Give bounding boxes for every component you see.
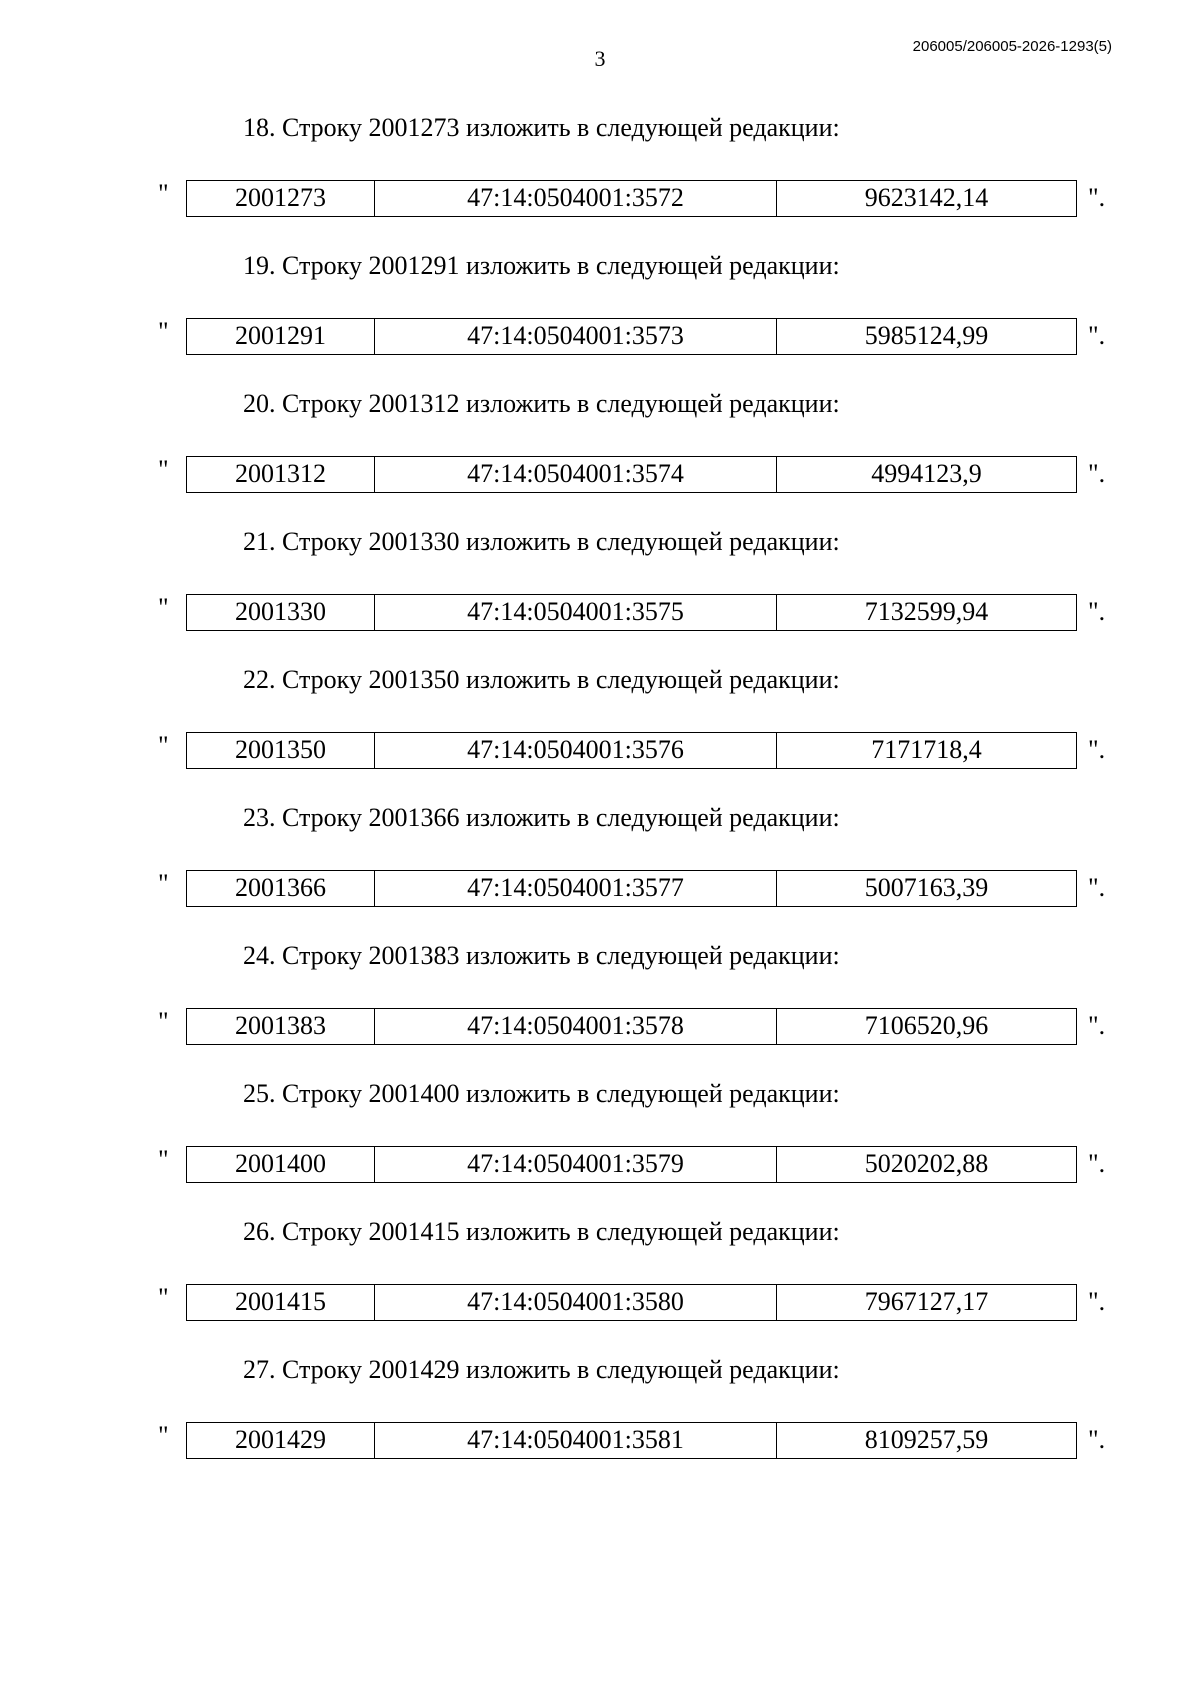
cadastral-number-cell: 47:14:0504001:3574 [374,457,776,492]
closing-quote: ". [1088,183,1106,212]
closing-quote: ". [1088,1011,1106,1040]
amendment-instruction: 26. Строку 2001415 изложить в следующей редакции: [243,1217,840,1246]
table-row [186,180,1077,217]
closing-quote: ". [1088,597,1106,626]
row-code-cell: 2001291 [235,321,326,350]
cadastral-value-cell: 8109257,59 [776,1423,1076,1458]
cadastral-value-cell: 7967127,17 [776,1285,1076,1320]
opening-quote: " [158,1421,169,1450]
cadastral-number-cell: 47:14:0504001:3581 [374,1423,776,1458]
row-code-cell: 2001429 [235,1425,326,1454]
cadastral-number-cell: 47:14:0504001:3573 [374,319,776,354]
opening-quote: " [158,179,169,208]
amendment-instruction: 18. Строку 2001273 изложить в следующей редакции: [243,113,840,142]
amendment-entry [0,112,1200,250]
amendment-list [0,112,1200,1492]
opening-quote: " [158,455,169,484]
table-row [186,1146,1077,1183]
opening-quote: " [158,731,169,760]
amendment-entry [0,388,1200,526]
cadastral-number-cell: 47:14:0504001:3575 [374,595,776,630]
cadastral-value-cell: 5020202,88 [776,1147,1076,1182]
amendment-instruction: 24. Строку 2001383 изложить в следующей редакции: [243,941,840,970]
row-code-cell: 2001312 [235,459,326,488]
table-row [186,1422,1077,1459]
row-code-cell: 2001415 [235,1287,326,1316]
cadastral-number-cell: 47:14:0504001:3578 [374,1009,776,1044]
amendment-instruction: 21. Строку 2001330 изложить в следующей редакции: [243,527,840,556]
cadastral-value-cell: 7106520,96 [776,1009,1076,1044]
opening-quote: " [158,869,169,898]
amendment-instruction: 27. Строку 2001429 изложить в следующей редакции: [243,1355,840,1384]
row-code-cell: 2001273 [235,183,326,212]
closing-quote: ". [1088,1425,1106,1454]
amendment-entry [0,1078,1200,1216]
table-row [186,594,1077,631]
opening-quote: " [158,1283,169,1312]
table-row [186,870,1077,907]
amendment-entry [0,802,1200,940]
opening-quote: " [158,317,169,346]
cadastral-value-cell: 7132599,94 [776,595,1076,630]
amendment-instruction: 25. Строку 2001400 изложить в следующей редакции: [243,1079,840,1108]
amendment-entry [0,664,1200,802]
amendment-instruction: 20. Строку 2001312 изложить в следующей редакции: [243,389,840,418]
table-row [186,1284,1077,1321]
row-code-cell: 2001350 [235,735,326,764]
cadastral-value-cell: 5007163,39 [776,871,1076,906]
row-code-cell: 2001383 [235,1011,326,1040]
page-number: 3 [594,46,606,71]
cadastral-value-cell: 4994123,9 [776,457,1076,492]
amendment-entry [0,1216,1200,1354]
closing-quote: ". [1088,321,1106,350]
row-code-cell: 2001400 [235,1149,326,1178]
opening-quote: " [158,1007,169,1036]
amendment-entry [0,1354,1200,1492]
amendment-entry [0,526,1200,664]
closing-quote: ". [1088,459,1106,488]
row-code-cell: 2001366 [235,873,326,902]
closing-quote: ". [1088,1287,1106,1316]
cadastral-number-cell: 47:14:0504001:3579 [374,1147,776,1182]
closing-quote: ". [1088,1149,1106,1178]
cadastral-number-cell: 47:14:0504001:3576 [374,733,776,768]
cadastral-number-cell: 47:14:0504001:3572 [374,181,776,216]
amendment-instruction: 23. Строку 2001366 изложить в следующей редакции: [243,803,840,832]
row-code-cell: 2001330 [235,597,326,626]
table-row [186,732,1077,769]
table-row [186,1008,1077,1045]
cadastral-number-cell: 47:14:0504001:3577 [374,871,776,906]
amendment-instruction: 22. Строку 2001350 изложить в следующей редакции: [243,665,840,694]
closing-quote: ". [1088,873,1106,902]
amendment-instruction: 19. Строку 2001291 изложить в следующей редакции: [243,251,840,280]
cadastral-value-cell: 5985124,99 [776,319,1076,354]
cadastral-value-cell: 9623142,14 [776,181,1076,216]
cadastral-value-cell: 7171718,4 [776,733,1076,768]
amendment-entry [0,940,1200,1078]
cadastral-number-cell: 47:14:0504001:3580 [374,1285,776,1320]
closing-quote: ". [1088,735,1106,764]
table-row [186,456,1077,493]
document-id: 206005/206005-2026-1293(5) [912,38,1112,55]
opening-quote: " [158,1145,169,1174]
opening-quote: " [158,593,169,622]
amendment-entry [0,250,1200,388]
table-row [186,318,1077,355]
